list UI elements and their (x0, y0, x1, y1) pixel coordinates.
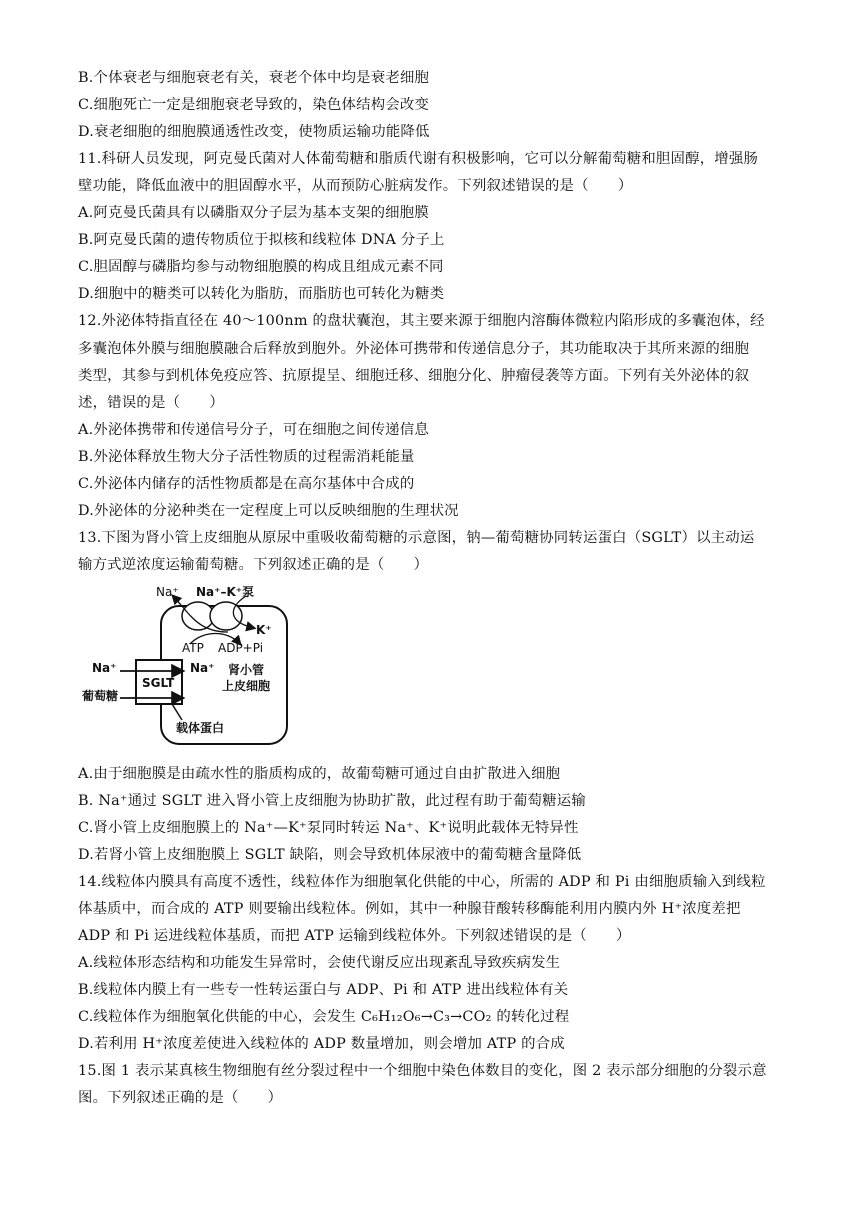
label-na-left: Na⁺ (92, 661, 117, 675)
pump-ellipse-left (182, 602, 214, 630)
option-12c: C.外泌体内储存的活性物质都是在高尔基体中合成的 (78, 476, 415, 492)
option-13b: B. Na⁺通过 SGLT 进入肾小管上皮细胞为协助扩散，此过程有助于葡萄糖运输 (78, 793, 586, 809)
option-11b: B.阿克曼氏菌的遗传物质位于拟核和线粒体 DNA 分子上 (78, 232, 445, 248)
label-na-top: Na⁺ (156, 586, 179, 599)
question-12-stem-cont: 多囊泡体外膜与细胞膜融合后释放到胞外。外泌体可携带和传递信息分子，其功能取决于其所来源的细胞 (78, 341, 750, 357)
option-11d: D.细胞中的糖类可以转化为脂肪，而脂肪也可转化为糖类 (78, 286, 445, 302)
question-12-stem-cont3: 述，错误的是（ ） (78, 395, 224, 411)
label-atp: ATP (182, 641, 204, 655)
sglt-transport-diagram (78, 586, 308, 750)
option-10d: D.衰老细胞的细胞膜通透性改变，使物质运输功能降低 (78, 124, 430, 140)
label-cell-1: 肾小管 (228, 663, 265, 677)
option-11c: C.胆固醇与磷脂均参与动物细胞膜的构成且组成元素不同 (78, 259, 444, 275)
option-14c: C.线粒体作为细胞氧化供能的中心，会发生 C₆H₁₂O₆→C₃→CO₂ 的转化过程 (78, 1009, 570, 1025)
question-14-stem: 14.线粒体内膜具有高度不透性，线粒体作为细胞氧化供能的中心，所需的 ADP 和 Pi 由细胞质输入到线粒 (78, 874, 766, 890)
option-11a: A.阿克曼氏菌具有以磷脂双分子层为基本支架的细胞膜 (78, 205, 429, 221)
option-10b: B.个体衰老与细胞衰老有关，衰老个体中均是衰老细胞 (78, 70, 430, 86)
label-k: K⁺ (256, 623, 272, 637)
label-glucose: 葡萄糖 (82, 689, 119, 703)
option-14d: D.若利用 H⁺浓度差使进入线粒体的 ADP 数量增加，则会增加 ATP 的合成 (78, 1036, 565, 1052)
question-11-stem: 11.科研人员发现，阿克曼氏菌对人体葡萄糖和脂质代谢有积极影响，它可以分解葡萄糖和胆固醇，增强肠 (78, 151, 759, 167)
option-14b: B.线粒体内膜上有一些专一性转运蛋白与 ADP、Pi 和 ATP 进出线粒体有关 (78, 982, 569, 998)
option-14a: A.线粒体形态结构和功能发生异常时，会使代谢反应出现紊乱导致疾病发生 (78, 955, 561, 971)
option-13c: C.肾小管上皮细胞膜上的 Na⁺—K⁺泵同时转运 Na⁺、K⁺说明此载体无特异性 (78, 820, 579, 836)
label-pump: Na⁺–K⁺泵 (196, 586, 255, 599)
option-10c: C.细胞死亡一定是细胞衰老导致的，染色体结构会改变 (78, 97, 430, 113)
pump-ellipse-right (210, 602, 242, 630)
question-15-stem: 15.图 1 表示某真核生物细胞有丝分裂过程中一个细胞中染色体数目的变化，图 2 表示部分细胞的分裂示意 (78, 1063, 767, 1079)
question-12-stem-cont2: 类型，其参与到机体免疫应答、抗原提呈、细胞迁移、细胞分化、肿瘤侵袭等方面。下列有关外泌体的叙 (78, 368, 750, 384)
label-na-inside: Na⁺ (190, 661, 215, 675)
question-11-stem-cont: 壁功能，降低血液中的胆固醇水平，从而预防心脏病发作。下列叙述错误的是（ ） (78, 178, 633, 194)
question-15-stem-cont: 图。下列叙述正确的是（ ） (78, 1090, 283, 1106)
carrier-pointer (172, 704, 182, 720)
option-12a: A.外泌体携带和传递信号分子，可在细胞之间传递信息 (78, 422, 429, 438)
question-13-stem-cont: 输方式逆浓度运输葡萄糖。下列叙述正确的是（ ） (78, 557, 429, 573)
label-sglt: SGLT (142, 676, 175, 690)
question-12-stem: 12.外泌体特指直径在 40～100nm 的盘状囊泡，其主要来源于细胞内溶酶体微粒内陷形成的多囊泡体，经 (78, 313, 765, 329)
label-carrier: 载体蛋白 (176, 721, 225, 735)
label-cell-2: 上皮细胞 (222, 679, 271, 693)
option-13d: D.若肾小管上皮细胞膜上 SGLT 缺陷，则会导致机体尿液中的葡萄糖含量降低 (78, 847, 582, 863)
option-12b: B.外泌体释放生物大分子活性物质的过程需消耗能量 (78, 449, 415, 465)
option-13a: A.由于细胞膜是由疏水性的脂质构成的，故葡萄糖可通过自由扩散进入细胞 (78, 766, 561, 782)
label-adp: ADP+Pi (218, 641, 264, 655)
question-14-stem-cont2: ADP 和 Pi 运进线粒体基质，而把 ATP 运输到线粒体外。下列叙述错误的是（ ） (78, 928, 631, 944)
option-12d: D.外泌体的分泌种类在一定程度上可以反映细胞的生理状况 (78, 503, 459, 519)
question-13-stem: 13.下图为肾小管上皮细胞从原尿中重吸收葡萄糖的示意图，钠—葡萄糖协同转运蛋白（SGLT）以主动运 (78, 530, 755, 546)
question-14-stem-cont: 体基质中，而合成的 ATP 则要输出线粒体。例如，其中一种腺苷酸转移酶能利用内膜内外 H⁺浓度差把 (78, 901, 741, 917)
